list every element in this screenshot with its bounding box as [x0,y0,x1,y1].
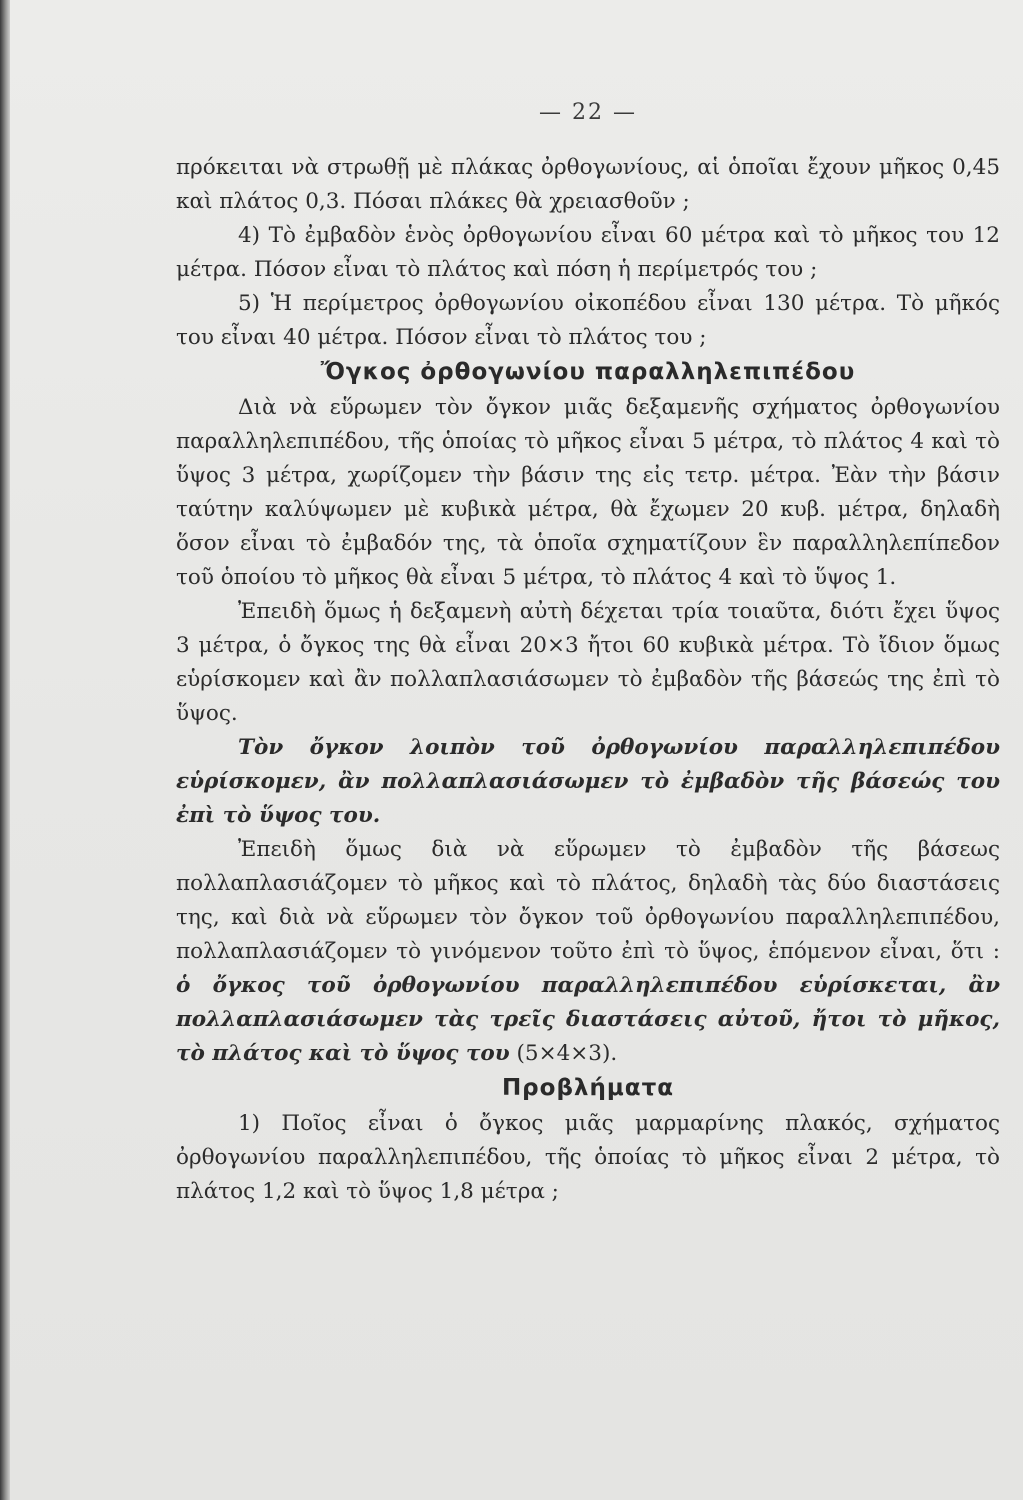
section-heading-problems: Προβλήματα [501,1075,675,1101]
page-content [176,100,1000,1209]
problem-4: 4) Τὸ ἐμβαδὸν ἑνὸς ὀρθογωνίου εἶναι 60 μέτρα καὶ τὸ μῆκος του 12 μέτρα. Πόσον εἶναι τὸ πλάτος καὶ πόση ἡ περίμετρός του ; [176,223,1000,282]
page-edge-shadow [0,0,10,1500]
book-page [10,0,1023,1500]
section-heading-volume: Ὄγκος ὀρθογωνίου παραλληλεπιπέδου [320,359,856,385]
volume-explanation-3-bold: ὁ ὄγκος τοῦ ὀρθογωνίου παραλληλεπιπέδου εὑρίσκεται, ἂν πολλαπλασιάσωμεν τὰς τρεῖς διαστάσεις αὐτοῦ, ἤτοι τὸ μῆκος, τὸ πλάτος καὶ τὸ ὕψος του [176,973,1000,1066]
volume-explanation-2: Ἐπειδὴ ὅμως ἡ δεξαμενὴ αὐτὴ δέχεται τρία τοιαῦτα, διότι ἔχει ὕψος 3 μέτρα, ὁ ὄγκος της θὰ εἶναι 20×3 ἤτοι 60 κυβικὰ μέτρα. Τὸ ἴδιον ὅμως εὑρίσκομεν καὶ ἂν πολλαπλασιάσωμεν τὸ ἐμβαδὸν τῆς βάσεώς της ἐπὶ τὸ ὕψος. [176,599,1000,726]
volume-explanation-1: Διὰ νὰ εὕρωμεν τὸν ὄγκον μιᾶς δεξαμενῆς σχήματος ὀρθογωνίου παραλληλεπιπέδου, τῆς ὁποίας τὸ μῆκος εἶναι 5 μέτρα, τὸ πλάτος 4 καὶ τὸ ὕψος 3 μέτρα, χωρίζομεν τὴν βάσιν της εἰς τετρ. μέτρα. Ἐὰν τὴν βάσιν ταύτην καλύψωμεν μὲ κυβικὰ μέτρα, θὰ ἔχωμεν 20 κυβ. μέτρα, δηλαδὴ ὅσον εἶναι τὸ ἐμβαδόν της, τὰ ὁποῖα σχηματίζουν ἓν παραλληλεπίπεδον τοῦ ὁποίου τὸ μῆκος θὰ εἶναι 5 μέτρα, τὸ πλάτος 4 καὶ τὸ ὕψος 1. [176,395,1000,590]
page-number: — 22 — [539,100,637,125]
volume-explanation-3-end: (5×4×3). [509,1041,618,1066]
volume-explanation-3 [176,833,1000,1071]
paragraph-continuation: πρόκειται νὰ στρωθῇ μὲ πλάκας ὀρθογωνίους, αἱ ὁποῖαι ἔχουν μῆκος 0,45 καὶ πλάτος 0,3. Πόσαι πλάκες θὰ χρειασθοῦν ; [176,155,1000,214]
volume-rule: Τὸν ὄγκον λοιπὸν τοῦ ὀρθογωνίου παραλληλεπιπέδου εὑρίσκομεν, ἂν πολλαπλασιάσωμεν τὸ ἐμβαδὸν τῆς βάσεώς του ἐπὶ τὸ ὕψος του. [176,735,1000,828]
problem-5: 5) Ἡ περίμετρος ὀρθογωνίου οἰκοπέδου εἶναι 130 μέτρα. Τὸ μῆκός του εἶναι 40 μέτρα. Πόσον εἶναι τὸ πλάτος του ; [176,291,1000,350]
volume-explanation-3-start: Ἐπειδὴ ὅμως διὰ νὰ εὕρωμεν τὸ ἐμβαδὸν τῆς βάσεως πολλαπλασιάζομεν τὸ μῆκος καὶ τὸ πλάτος, δηλαδὴ τὰς δύο διαστάσεις της, καὶ διὰ νὰ εὕρωμεν τὸν ὄγκον τοῦ ὀρθογωνίου παραλληλεπιπέδου, πολλαπλασιάζομεν τὸ γινόμενον τοῦτο ἐπὶ τὸ ὕψος, ἑπόμενον εἶναι, ὅτι : [176,837,1000,964]
problem-1: 1) Ποῖος εἶναι ὁ ὄγκος μιᾶς μαρμαρίνης πλακός, σχήματος ὀρθογωνίου παραλληλεπιπέδου, τῆς ὁποίας τὸ μῆκος εἶναι 2 μέτρα, τὸ πλάτος 1,2 καὶ τὸ ὕψος 1,8 μέτρα ; [176,1111,1000,1204]
